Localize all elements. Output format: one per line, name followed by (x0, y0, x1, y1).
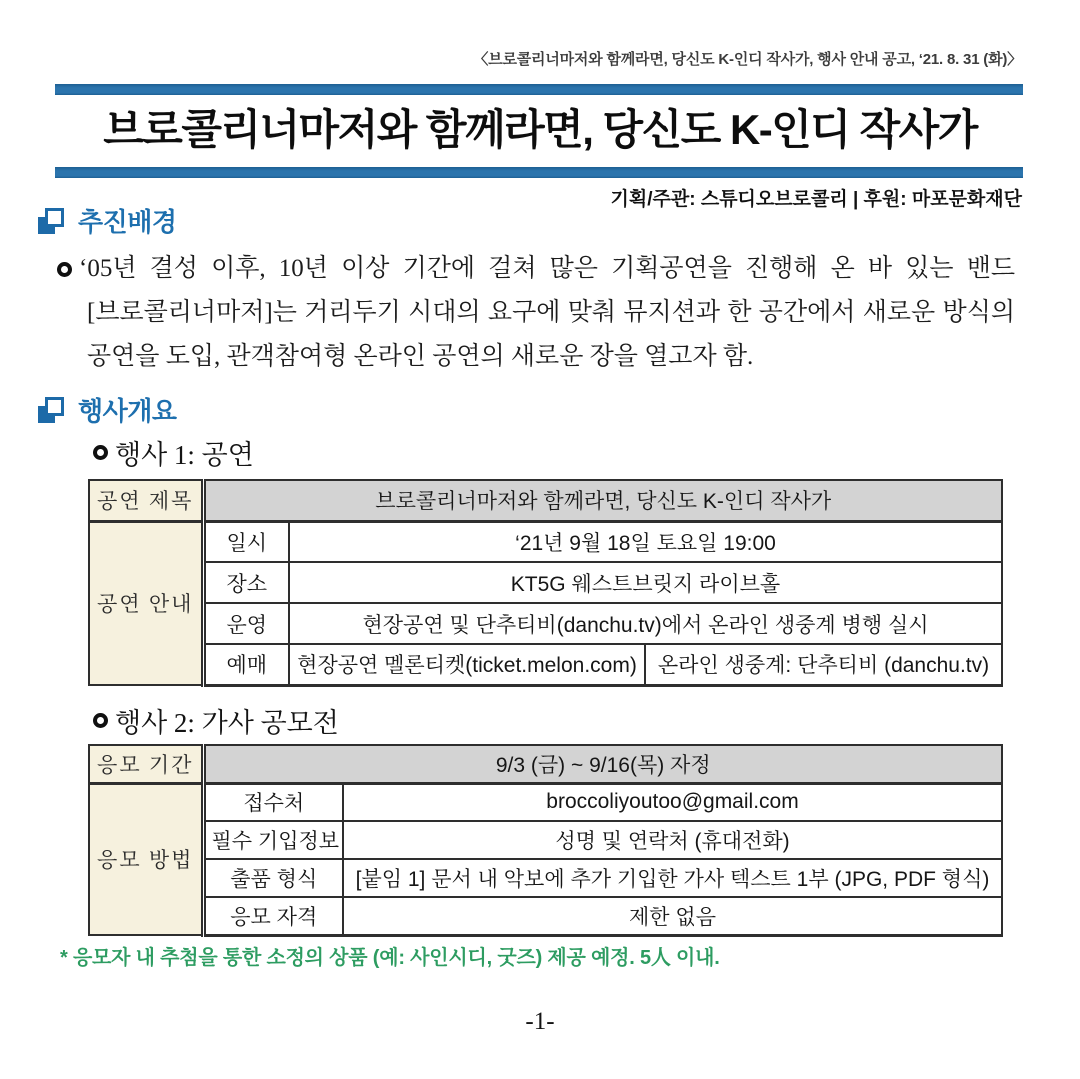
circle-bullet-icon (57, 262, 72, 277)
table-row (89, 521, 1002, 562)
document-title: 브로콜리너마저와 함께라면, 당신도 K-인디 작사가 (103, 106, 977, 153)
event2-heading (93, 701, 339, 740)
circle-bullet-icon (93, 445, 108, 460)
row-label-cell: 장소 (203, 562, 289, 603)
square-checkbox-icon (38, 397, 64, 423)
row-label-cell: 접수처 (203, 783, 343, 821)
row-label-cell: 출품 형식 (203, 859, 343, 897)
row-label-cell: 예매 (203, 644, 289, 685)
row-label-cell: 필수 기입정보 (203, 821, 343, 859)
table-row (89, 859, 1002, 897)
document-reference-note: 〈브로콜리너마저와 함께라면, 당신도 K-인디 작사가, 행사 안내 공고, ‘21. 8. 31 (화)〉 (473, 51, 1022, 68)
row-group-cell: 공연 안내 (89, 521, 203, 685)
row-value-cell: [붙임 1] 문서 내 악보에 추가 기입한 가사 텍스트 1부 (JPG, PDF 형식) (343, 859, 1002, 897)
section-heading-label: 추진배경 (78, 207, 177, 237)
title-rule-bottom (55, 167, 1023, 178)
square-checkbox-icon (38, 208, 64, 234)
table-row (89, 897, 1002, 935)
page-number: -1- (525, 1008, 555, 1035)
row-value-cell: 현장공연 및 단추티비(danchu.tv)에서 온라인 생중계 병행 실시 (289, 603, 1002, 644)
table-row (89, 603, 1002, 644)
event1-heading-label: 행사 1: 공연 (115, 440, 254, 470)
event1-heading (93, 433, 254, 472)
contest-period-cell: 9/3 (금) ~ 9/16(목) 자정 (203, 745, 1002, 783)
circle-bullet-icon (93, 713, 108, 728)
row-label-cell: 응모 자격 (203, 897, 343, 935)
row-value-cell: ‘21년 9월 18일 토요일 19:00 (289, 521, 1002, 562)
row-value-cell: 현장공연 멜론티켓(ticket.melon.com) (289, 644, 645, 685)
row-header-cell: 공연 제목 (89, 480, 203, 521)
performance-title-cell: 브로콜리너마저와 함께라면, 당신도 K-인디 작사가 (203, 480, 1002, 521)
prize-footnote: * 응모자 내 추첨을 통한 소정의 상품 (예: 사인시디, 굿즈) 제공 예정. 5人 이내. (60, 947, 720, 969)
row-value-cell: 제한 없음 (343, 897, 1002, 935)
row-label-cell: 일시 (203, 521, 289, 562)
title-rule-top (55, 84, 1023, 95)
table-row (89, 480, 1002, 521)
row-value-cell: 온라인 생중계: 단추티비 (danchu.tv) (645, 644, 1002, 685)
event2-heading-label: 행사 2: 가사 공모전 (115, 708, 339, 738)
row-value-cell: 성명 및 연락처 (휴대전화) (343, 821, 1002, 859)
row-header-cell: 응모 기간 (89, 745, 203, 783)
table-row (89, 821, 1002, 859)
organizer-line: 기획/주관: 스튜디오브로콜리 | 후원: 마포문화재단 (610, 189, 1022, 210)
table-row (89, 562, 1002, 603)
row-group-cell: 응모 방법 (89, 783, 203, 935)
contest-info-table (88, 744, 1003, 937)
background-paragraph (57, 247, 1015, 379)
performance-info-table (88, 479, 1003, 687)
row-label-cell: 운영 (203, 603, 289, 644)
section-heading-label: 행사개요 (78, 396, 177, 426)
section-heading-background (38, 202, 176, 239)
table-row (89, 644, 1002, 685)
section-heading-overview (38, 391, 176, 428)
row-value-cell: broccoliyoutoo@gmail.com (343, 783, 1002, 821)
table-row (89, 745, 1002, 783)
background-paragraph-text: ‘05년 결성 이후, 10년 이상 기간에 걸쳐 많은 기획공연을 진행해 온 바 있는 밴드 [브로콜리너마저]는 거리두기 시대의 요구에 맞춰 뮤지션과 한 공간에서 새로운 방식의 공연을 도입, 관객참여형 온라인 공연의 새로운 장을 열고자 함. (79, 255, 1015, 370)
table-row (89, 783, 1002, 821)
row-value-cell: KT5G 웨스트브릿지 라이브홀 (289, 562, 1002, 603)
